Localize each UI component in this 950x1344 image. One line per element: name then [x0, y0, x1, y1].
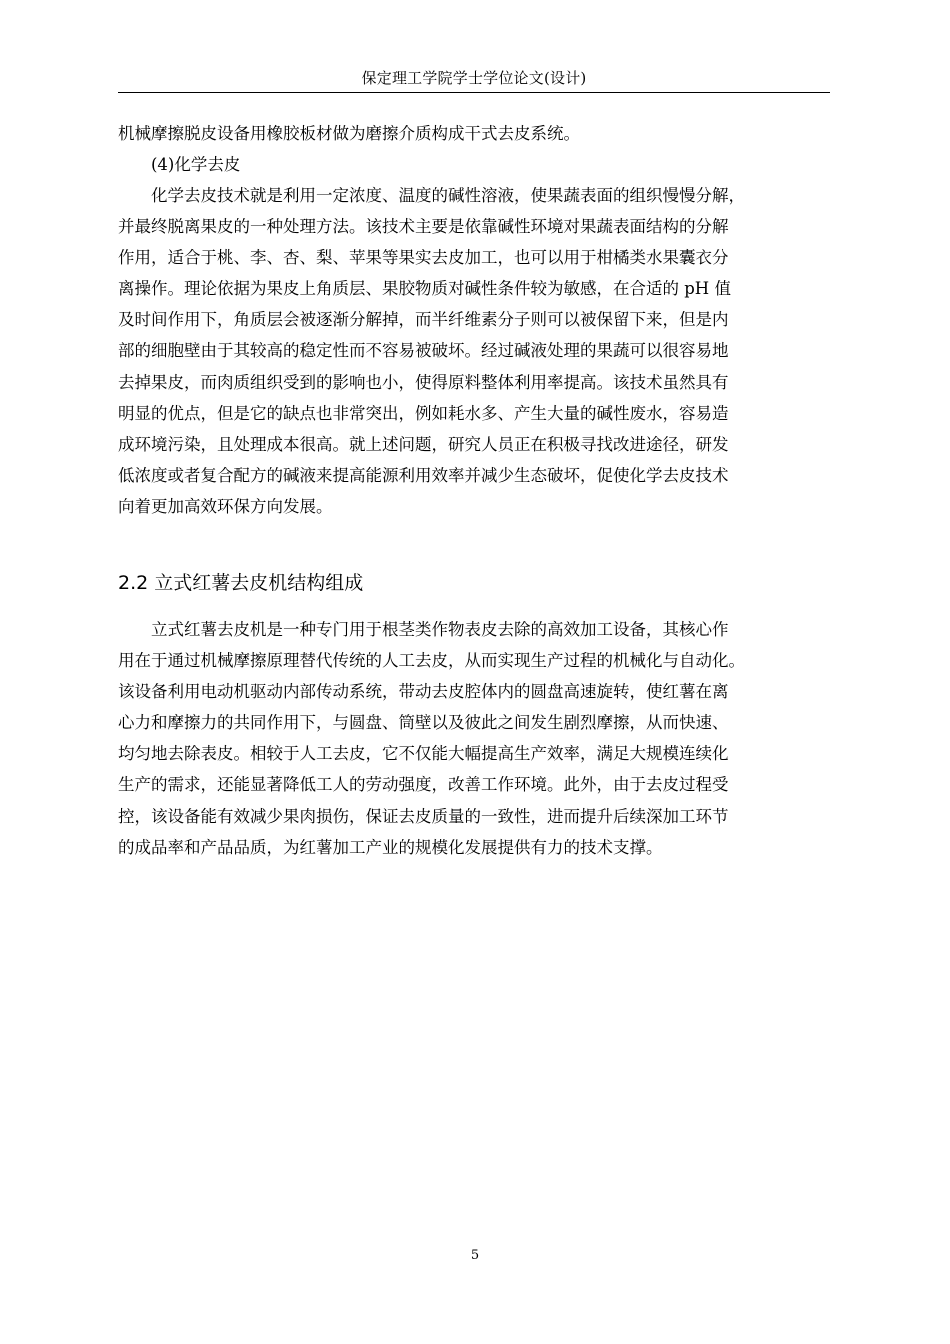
- text-line: 明显的优点，但是它的缺点也非常突出，例如耗水多、产生大量的碱性废水，容易造: [118, 403, 729, 423]
- text-line: 控，该设备能有效减少果肉损伤，保证去皮质量的一致性，进而提升后续深加工环节: [118, 806, 729, 826]
- text-line: 均匀地去除表皮。相较于人工去皮，它不仅能大幅提高生产效率，满足大规模连续化: [118, 744, 729, 764]
- text-line: 低浓度或者复合配方的碱液来提高能源利用效率并减少生态破坏，促使化学去皮技术: [118, 465, 729, 485]
- text-line: 离操作。理论依据为果皮上角质层、果胶物质对碱性条件较为敏感，在合适的 pH 值: [118, 279, 731, 299]
- text-line: 化学去皮技术就是利用一定浓度、温度的碱性溶液，使果蔬表面的组织慢慢分解，: [151, 186, 745, 205]
- paragraph-continuation: [118, 118, 830, 149]
- running-header: 保定理工学院学士学位论文(设计): [361, 69, 587, 87]
- text-line: 向着更加高效环保方向发展。: [118, 496, 333, 516]
- header-divider: [118, 92, 830, 93]
- text-line: 去掉果皮，而肉质组织受到的影响也小，使得原料整体利用率提高。该技术虽然具有: [118, 372, 729, 392]
- paragraph-section-2-2: [118, 614, 830, 863]
- text-line: 立式红薯去皮机是一种专门用于根茎类作物表皮去除的高效加工设备，其核心作: [151, 620, 729, 639]
- text-line: 该设备利用电动机驱动内部传动系统，带动去皮腔体内的圆盘高速旋转，使红薯在离: [118, 682, 729, 702]
- section-heading: 2.2 立式红薯去皮机结构组成: [118, 572, 364, 594]
- body-text-top: [118, 118, 830, 180]
- text-line: 生产的需求，还能显著降低工人的劳动强度，改善工作环境。此外，由于去皮过程受: [118, 775, 729, 795]
- text-line: (4)化学去皮: [151, 155, 241, 175]
- text-line: 作用，适合于桃、李、杏、梨、苹果等果实去皮加工，也可以用于柑橘类水果囊衣分: [118, 248, 729, 268]
- paragraph-chemical-peeling: [118, 180, 830, 522]
- text-line: 的成品率和产品品质，为红薯加工产业的规模化发展提供有力的技术支撑。: [118, 837, 663, 857]
- subsection-label: [118, 149, 830, 180]
- text-line: 及时间作用下，角质层会被逐渐分解掉，而半纤维素分子则可以被保留下来，但是内: [118, 310, 729, 330]
- page-number: 5: [470, 1248, 480, 1263]
- text-line: 心力和摩擦力的共同作用下，与圆盘、筒壁以及彼此之间发生剧烈摩擦，从而快速、: [118, 713, 729, 733]
- text-line: 成环境污染，且处理成本很高。就上述问题，研究人员正在积极寻找改进途径，研发: [118, 434, 729, 454]
- text-line: 机械摩擦脱皮设备用橡胶板材做为磨擦介质构成干式去皮系统。: [118, 124, 580, 143]
- text-line: 并最终脱离果皮的一种处理方法。该技术主要是依靠碱性环境对果蔬表面结构的分解: [118, 217, 729, 237]
- text-line: 用在于通过机械摩擦原理替代传统的人工去皮，从而实现生产过程的机械化与自动化。: [118, 651, 745, 671]
- text-line: 部的细胞壁由于其较高的稳定性而不容易被破坏。经过碱液处理的果蔬可以很容易地: [118, 341, 729, 361]
